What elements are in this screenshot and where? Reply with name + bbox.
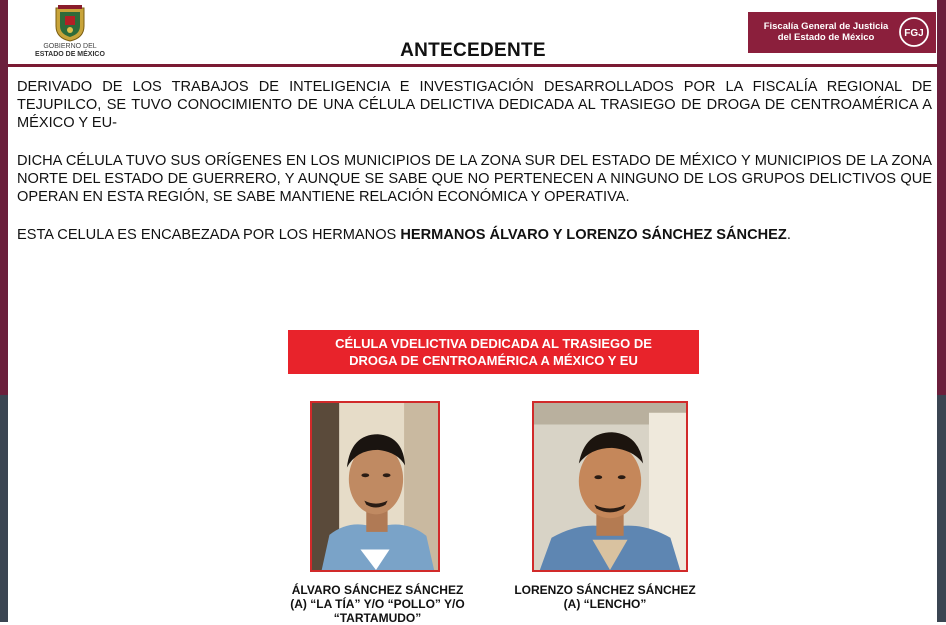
right-frame-bar-lower [937,395,946,622]
photo-alvaro [310,401,440,572]
gov-logo-line2: ESTADO DE MÉXICO [35,51,105,58]
left-frame-bar-lower [0,395,8,622]
person-photo-icon [534,403,686,570]
coat-of-arms-icon [53,4,87,42]
fgj-seal-icon [898,16,930,48]
caption-alvaro [270,583,485,625]
cell-banner [288,330,699,374]
paragraph-1: DERIVADO DE LOS TRABAJOS DE INTELIGENCIA E INVESTIGACIÓN DESARROLLADOS POR LA FISCALÍA REGIONAL DE TEJUPILCO, SE TUVO CONOCIMIENTO DE UNA CÉLULA DELICTIVA DEDICADA AL TRASIEGO DE DROGA DE CENTROAMÉRICA A MÉXICO Y EU- [17,79,932,131]
fgj-seal-text: FGJ [904,28,924,39]
caption-alvaro-name: ÁLVARO SÁNCHEZ SÁNCHEZ [291,583,464,597]
caption-lorenzo-alias: (A) “LENCHO” [563,597,647,611]
page-title: ANTECEDENTE [400,40,546,61]
caption-lorenzo [500,583,710,611]
paragraph-3-prefix: ESTA CELULA ES ENCABEZADA POR LOS HERMANOS [17,227,401,243]
person-photo-icon [312,403,438,570]
paragraph-3-suffix: . [786,227,791,243]
fgj-line2: del Estado de México [777,32,875,43]
paragraph-2: DICHA CÉLULA TUVO SUS ORÍGENES EN LOS MUNICIPIOS DE LA ZONA SUR DEL ESTADO DE MÉXICO Y MUNICIPIOS DE LA ZONA NORTE DEL ESTADO DE GUERRERO, Y AUNQUE SE SABE QUE NO PERTENECEN A NINGUNO DE LOS GRUPOS DELICTIVOS QUE OPERAN EN ESTA REGIÓN, SE SABE MANTIENE RELACIÓN ECONÓMICA Y OPERATIVA. [17,153,932,205]
fgj-line1: Fiscalía General de Justicia [763,21,889,32]
paragraph-3-bold-names: HERMANOS ÁLVARO Y LORENZO SÁNCHEZ SÁNCHEZ [400,227,787,243]
caption-alvaro-alias-2: “TARTAMUDO” [333,611,422,625]
fgj-badge [748,12,936,53]
gov-logo-line1: GOBIERNO DEL [43,43,97,50]
caption-lorenzo-name: LORENZO SÁNCHEZ SÁNCHEZ [514,583,696,597]
header-divider [8,64,937,67]
photo-lorenzo [532,401,688,572]
cell-banner-line2: DROGA DE CENTROAMÉRICA A MÉXICO Y EU [349,353,638,368]
caption-alvaro-alias-1: (A) “LA TÍA” Y/O “POLLO” Y/O [290,597,465,611]
paragraph-3 [17,226,932,244]
cell-banner-line1: CÉLULA VDELICTIVA DEDICADA AL TRASIEGO DE [335,336,652,351]
